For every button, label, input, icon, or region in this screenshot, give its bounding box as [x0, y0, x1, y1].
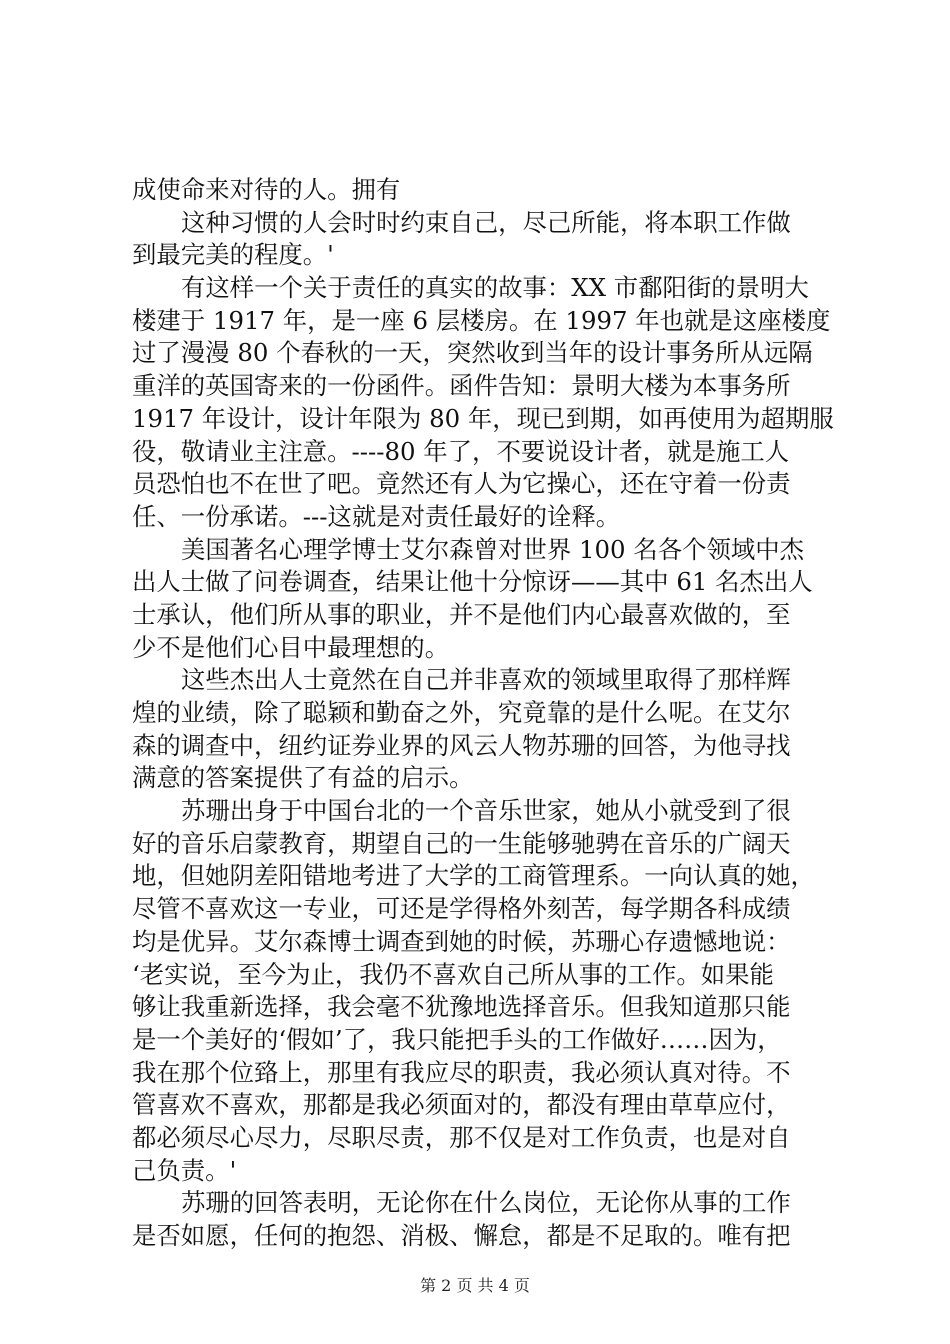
- text-line: 苏珊出身于中国台北的一个音乐世家，她从小就受到了很: [181, 796, 791, 826]
- text-line: 1917 年设计，设计年限为 80 年，现已到期，如再使用为超期服: [132, 403, 834, 433]
- text-line: 任、一份承诺。---这就是对责任最好的诠释。: [132, 501, 621, 531]
- text-line: 楼建于 1917 年，是一座 6 层楼房。在 1997 年也就是这座楼度: [132, 305, 831, 335]
- text-line: 这种习惯的人会时时约束自己，尽己所能，将本职工作做: [181, 207, 791, 237]
- text-line: 出人士做了问卷调查，结果让他十分惊讶——其中 61 名杰出人: [132, 567, 813, 597]
- text-line: 士承认，他们所从事的职业，并不是他们内心最喜欢做的，至: [132, 599, 791, 629]
- text-line: 地，但她阴差阳错地考进了大学的工商管理系。一向认真的她，: [132, 861, 815, 891]
- text-line: 苏珊的回答表明，无论你在什么岗位，无论你从事的工作: [181, 1188, 791, 1218]
- text-line: 煌的业绩，除了聪颖和勤奋之外，究竟靠的是什么呢。在艾尔: [132, 698, 791, 727]
- text-line: 过了漫漫 80 个春秋的一天，突然收到当年的设计事务所从远隔: [132, 338, 813, 368]
- text-line: ‘老实说，至今为止，我仍不喜欢自己所从事的工作。如果能: [132, 959, 774, 989]
- document-body: [132, 174, 832, 1253]
- text-line: 是否如愿，任何的抱怨、消极、懈怠，都是不足取的。唯有把: [132, 1221, 791, 1250]
- text-line: 成使命来对待的人。拥有: [132, 175, 401, 204]
- text-line: 重洋的英国寄来的一份函件。函件告知：景明大楼为本事务所: [132, 371, 791, 401]
- page-footer: [0, 1276, 950, 1296]
- text-line: 到最完美的程度。': [132, 240, 334, 270]
- text-line: 够让我重新选择，我会毫不犹豫地选择音乐。但我知道那只能: [132, 992, 791, 1022]
- text-line: 满意的答案提供了有益的启示。: [132, 763, 474, 793]
- text-line: 少不是他们心目中最理想的。: [132, 632, 450, 662]
- text-line: 都必须尽心尽力，尽职尽责，那不仅是对工作负责，也是对自: [132, 1122, 791, 1152]
- page-number-label: 第 2 页 共 4 页: [420, 1276, 530, 1295]
- text-line: 森的调查中，纽约证券业界的风云人物苏珊的回答，为他寻找: [132, 730, 791, 760]
- text-line: 这些杰出人士竟然在自己并非喜欢的领域里取得了那样辉: [181, 665, 791, 695]
- text-line: 员恐怕也不在世了吧。竟然还有人为它操心，还在守着一份责: [132, 469, 791, 499]
- text-line: 役，敬请业主注意。----80 年了，不要说设计者，就是施工人: [132, 436, 790, 466]
- text-line: 尽管不喜欢这一专业，可还是学得格外刻苦，每学期各科成绩: [132, 894, 791, 924]
- text-line: 均是优异。艾尔森博士调查到她的时候，苏珊心存遗憾地说：: [132, 926, 791, 956]
- text-line: 管喜欢不喜欢，那都是我必须面对的，都没有理由草草应付，: [132, 1090, 791, 1120]
- text-line: 有这样一个关于责任的真实的故事：XX 市鄱阳街的景明大: [181, 273, 809, 303]
- text-line: 好的音乐启蒙教育，期望自己的一生能够驰骋在音乐的广阔天: [132, 828, 791, 858]
- text-line: 是一个美好的‘假如’了，我只能把手头的工作做好……因为，: [132, 1024, 782, 1054]
- text-line: 我在那个位臵上，那里有我应尽的职责，我必须认真对待。不: [132, 1057, 791, 1087]
- text-line: 己负责。': [132, 1155, 237, 1185]
- text-line: 美国著名心理学博士艾尔森曾对世界 100 名各个领域中杰: [181, 534, 805, 564]
